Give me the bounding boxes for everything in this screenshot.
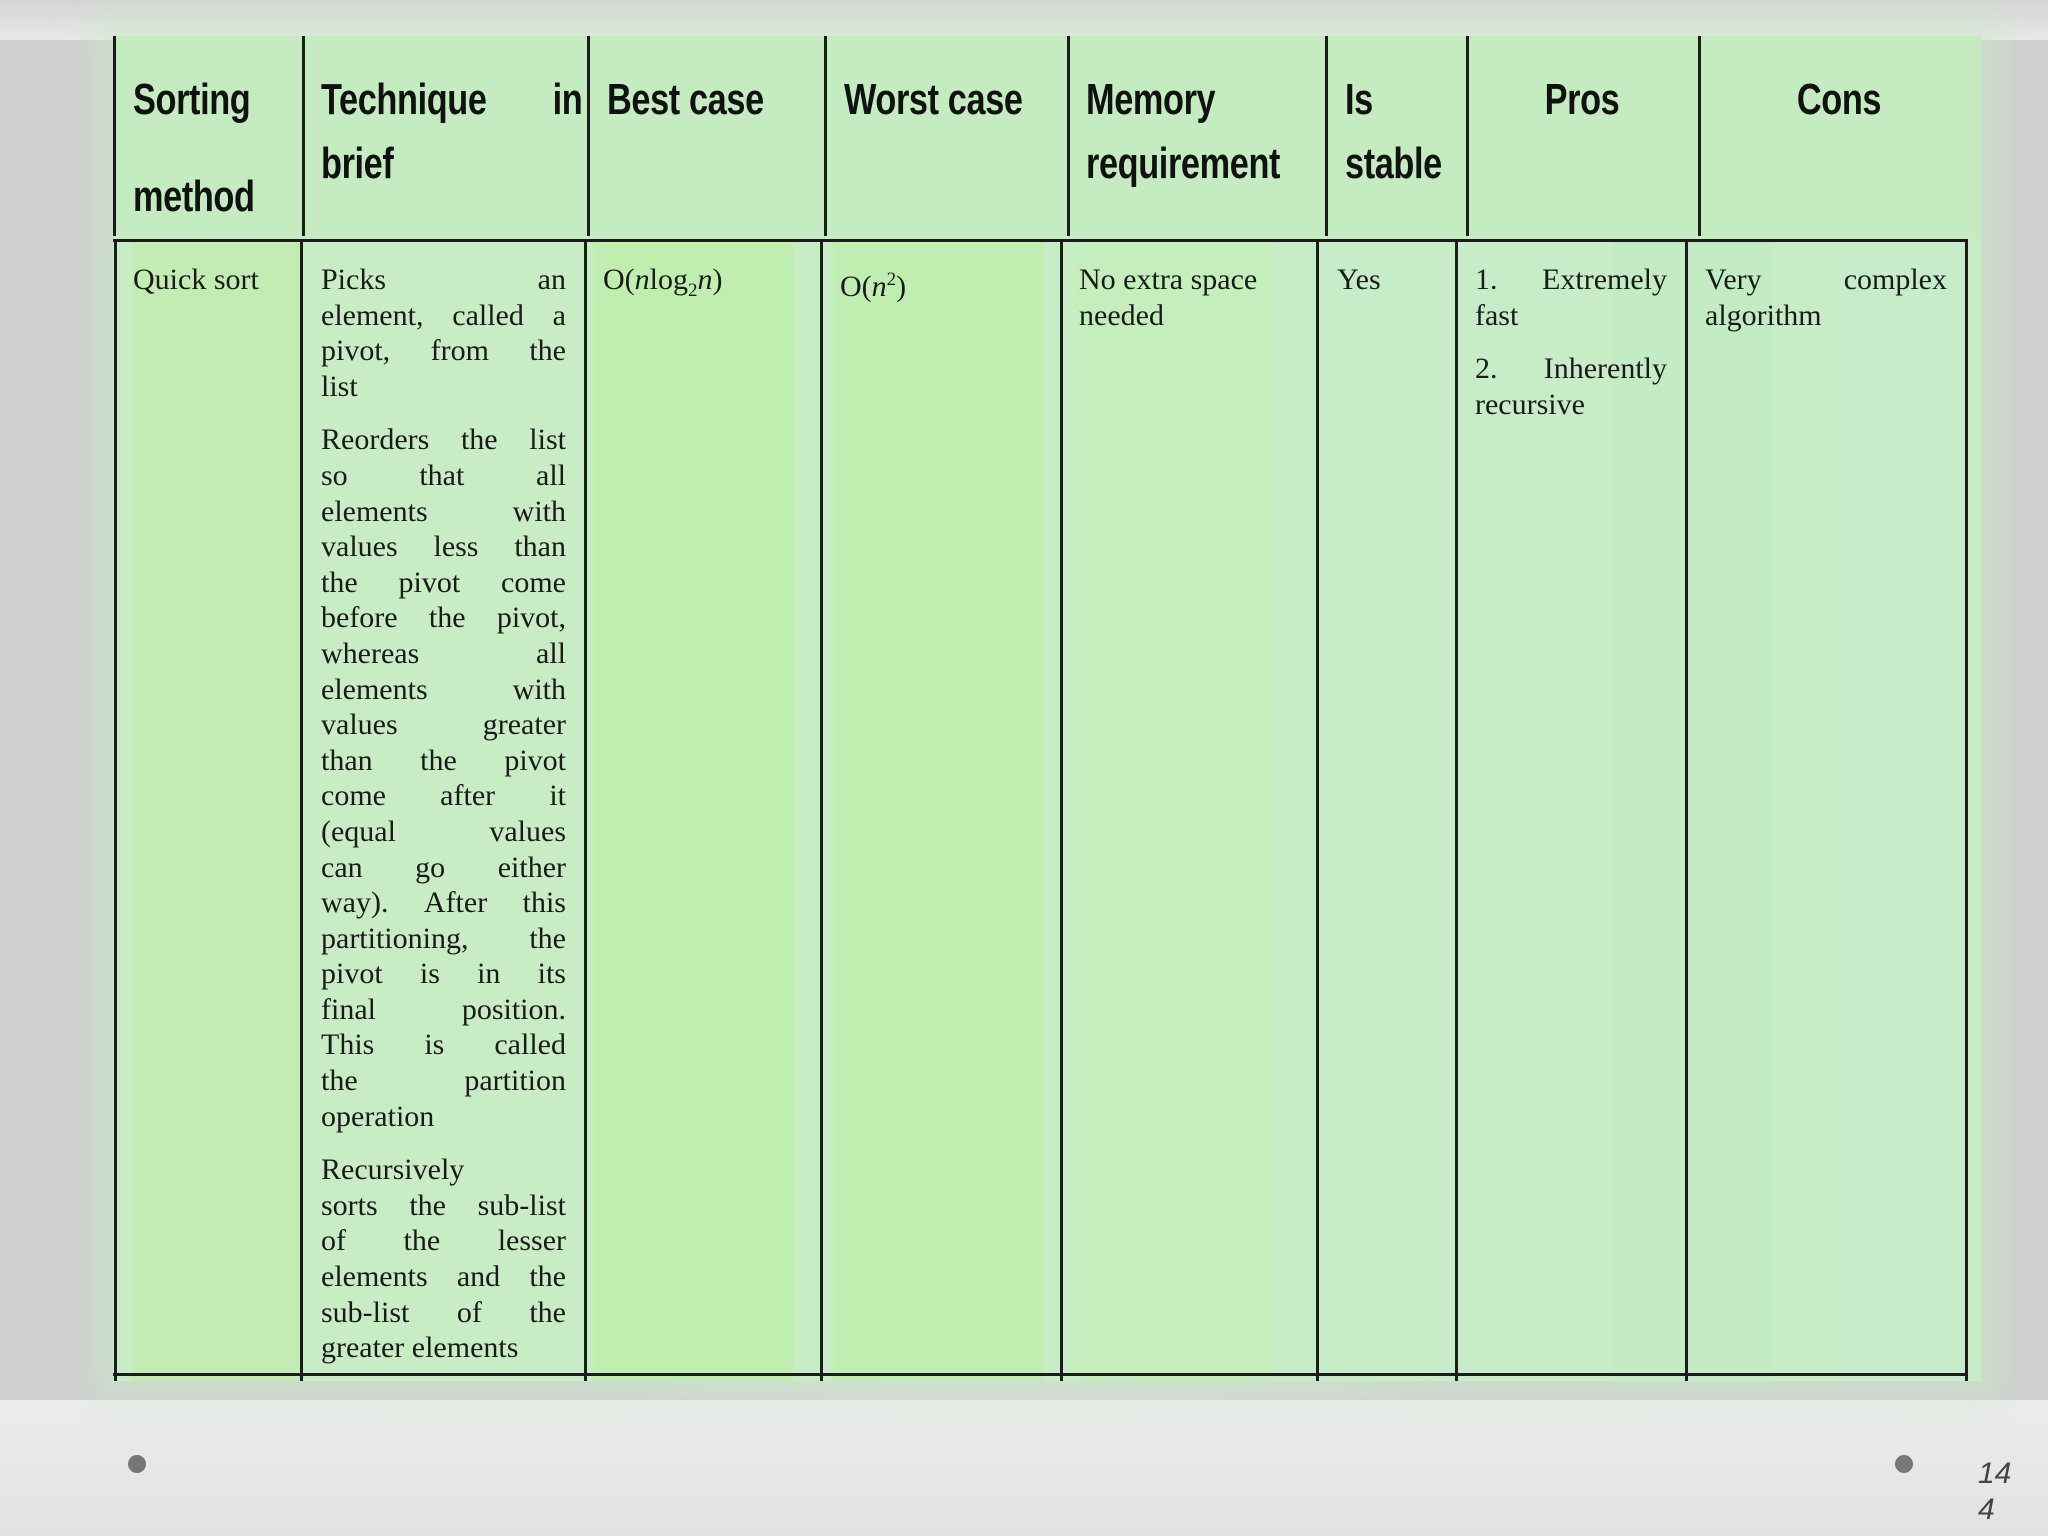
text-line: the pivot come [321,565,566,599]
col-bg [593,242,793,1381]
header-best-case [607,68,841,132]
text-line: can go either [321,850,566,884]
col-bg [833,242,1043,1381]
header-line: requirement [1086,139,1281,188]
grid-line [302,36,305,236]
grid-line [1965,239,1968,1381]
page-number-line: 14 [1978,1457,2012,1490]
text-line: fast [1475,298,1519,332]
text-line: algorithm [1705,298,1822,332]
text-line: elements and the [321,1260,566,1294]
footer-bullet-right [1895,1455,1913,1473]
text-line: No extra space [1079,263,1258,296]
text-line: than the pivot [321,743,566,777]
cell-technique [321,262,566,1366]
header-worst-case [844,68,1078,132]
text-line: element, called a [321,298,566,332]
col-bg [1833,242,1963,1381]
text-line: so that all [321,458,566,492]
header-memory-requirement [1086,68,1343,196]
text-line: Reorders the list [321,423,566,457]
header-line: Memory [1086,75,1216,124]
col-bg [1073,242,1273,1381]
text-line: pivot is in its [321,957,566,991]
footer-bullet-left [128,1455,146,1473]
grid-line [114,239,117,1381]
pros-item-1 [1475,262,1667,333]
cell-is-stable [1337,262,1447,298]
cell-text: Yes [1337,263,1381,296]
text-line: of the lesser [321,1224,566,1258]
header-divider [113,239,1968,242]
grid-line [824,36,827,236]
complexity-worst: $O(n^2)$ [840,269,907,303]
header-line: Worst case [844,75,1023,124]
grid-line [1067,36,1070,236]
cell-memory [1079,262,1304,333]
text-line: recursive [1475,387,1585,421]
complexity-best: O(nlog$_2$n) [603,263,723,301]
text-line: list [321,369,358,403]
text-line: before the pivot, [321,601,566,635]
header-word: in [552,75,583,124]
text-line: This is called [321,1028,566,1062]
header-line: method [133,172,255,221]
grid-line [1685,239,1688,1381]
col-bg [1313,242,1473,1381]
text-line: come after it [321,779,566,813]
header-pros [1502,68,1663,132]
text-line: the partition [321,1064,566,1098]
text-line: 2. Inherently [1475,352,1667,386]
grid-line [1060,239,1063,1381]
sorting-comparison-table [113,36,1981,1381]
grid-line [1466,36,1469,236]
text-line: values less than [321,530,566,564]
cell-cons [1705,262,1947,333]
header-line: Is [1345,75,1373,124]
header-sorting-method [133,68,297,229]
cell-text: Quick sort [133,263,259,296]
text-line: (equal values [321,814,566,848]
grid-line [300,239,303,1381]
header-technique [321,68,582,196]
text-line: needed [1079,298,1164,332]
cell-best-case [603,262,823,309]
text-line: greater elements [321,1331,519,1365]
text-line: pivot, from the [321,334,566,368]
grid-line [587,36,590,236]
text-line: sub-list of the [321,1295,566,1329]
text-line: sorts the sub-list [321,1188,566,1222]
grid-line [1698,36,1701,236]
grid-line [113,36,116,236]
cell-worst-case [840,262,1040,305]
text-line: partitioning, the [321,921,566,955]
text-line: elements with [321,494,566,528]
text-line: operation [321,1099,435,1133]
technique-step-1 [321,262,566,404]
grid-line [820,239,823,1381]
text-line: values greater [321,708,566,742]
pros-item-2 [1475,351,1667,422]
page-number-line: 4 [1978,1493,1995,1526]
header-line: brief [321,139,394,188]
header-is-stable [1345,68,1454,196]
header-line: Sorting [133,75,251,124]
page-number [1978,1456,2038,1528]
header-cons [1741,68,1938,132]
grid-line [1316,239,1319,1381]
table-bottom-border [113,1373,1968,1376]
header-line: stable [1345,139,1442,188]
text-line: way). After this [321,886,566,920]
header-line [321,68,582,132]
header-line: Best case [607,75,764,124]
grid-line [584,239,587,1381]
col-bg [133,242,303,1381]
text-line: Picks an [321,263,566,296]
text-line: Very complex [1705,263,1947,296]
cell-pros [1475,262,1667,422]
grid-line [1455,239,1458,1381]
cell-sorting-method [133,262,273,298]
header-line: Cons [1796,75,1882,124]
technique-step-2 [321,422,566,1134]
text-line: elements with [321,672,566,706]
text-line: whereas all [321,636,566,670]
bottom-band [0,1400,2048,1536]
header-word: Technique [321,75,487,124]
text-line: final position. [321,992,566,1026]
text-line: 1. Extremely [1475,263,1667,296]
text-line: Recursively [321,1153,465,1187]
top-band [0,0,2048,40]
technique-step-3 [321,1152,566,1366]
header-line: Pros [1544,75,1620,124]
